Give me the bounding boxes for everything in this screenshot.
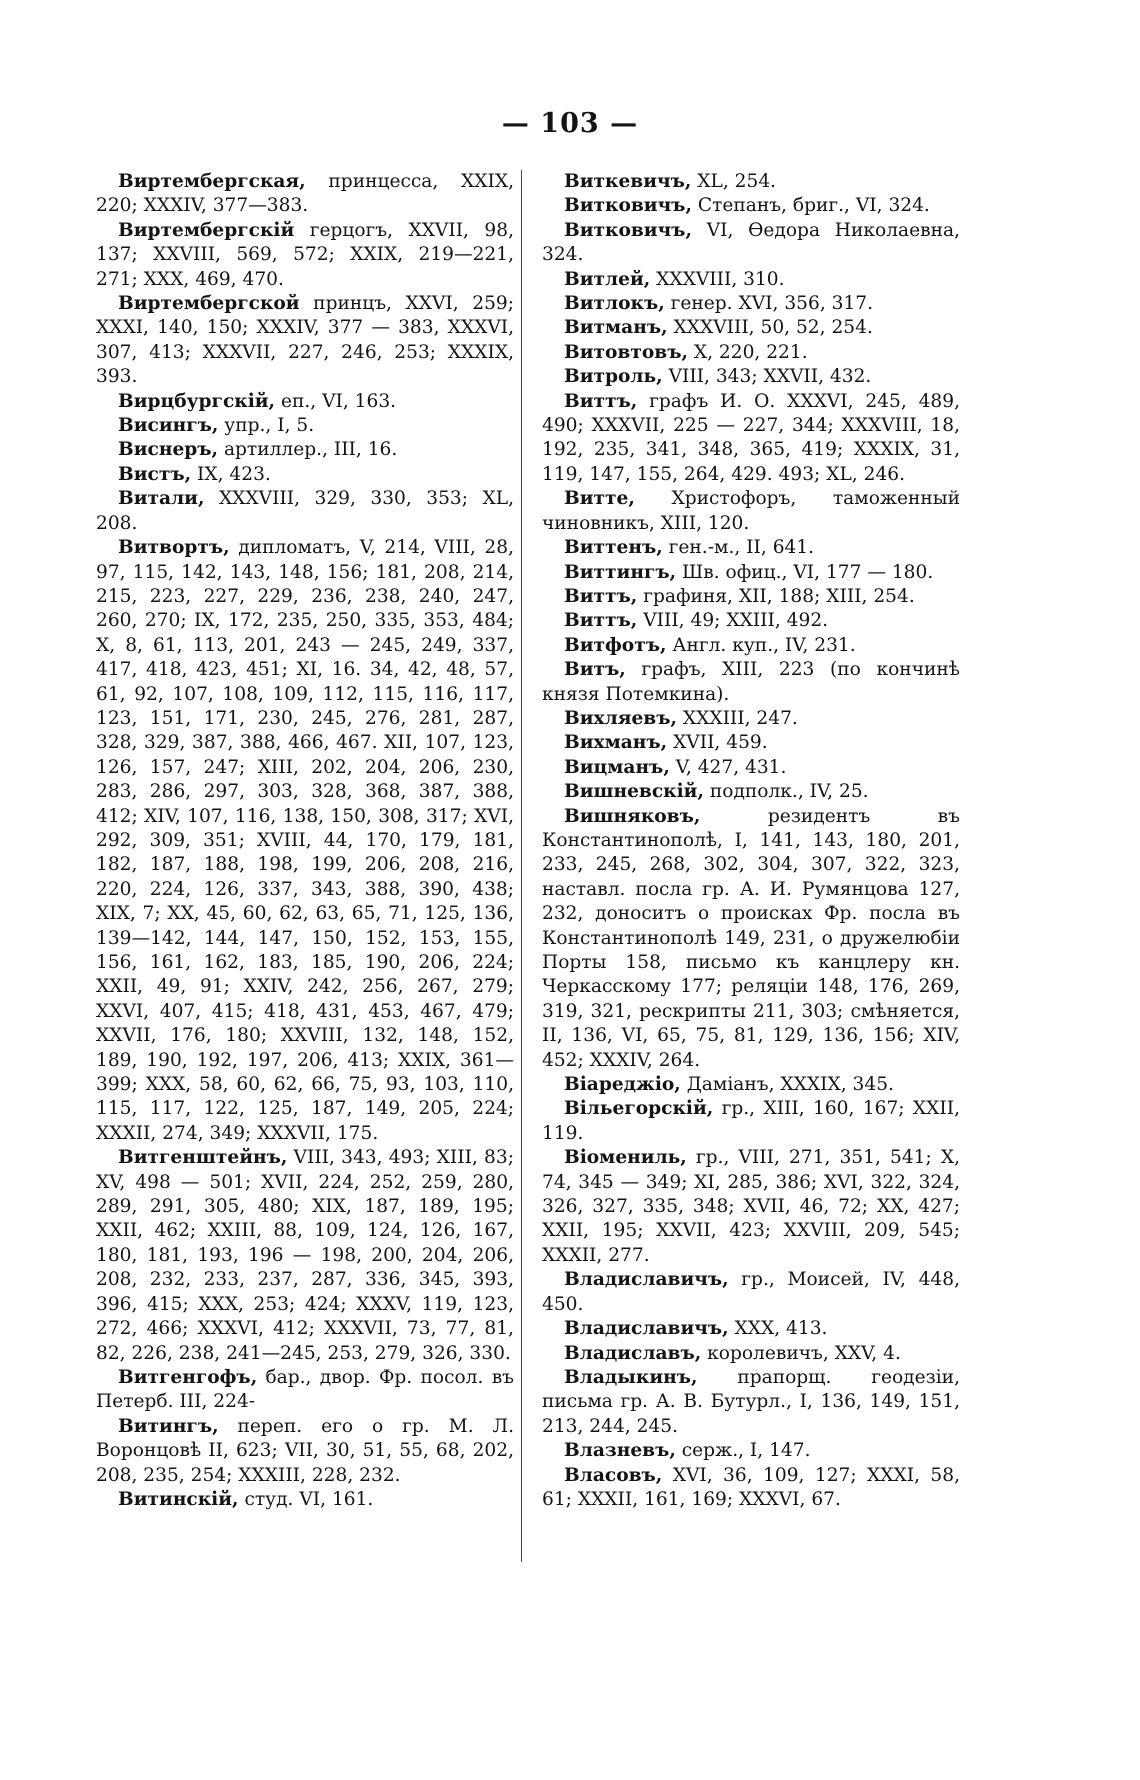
left-column <box>96 170 514 1512</box>
index-entry <box>542 1342 960 1366</box>
index-entry <box>542 268 960 292</box>
index-entry <box>542 1464 960 1513</box>
index-entry <box>542 316 960 340</box>
entry-references: серж., I, 147. <box>681 1440 811 1462</box>
index-entry <box>542 1146 960 1268</box>
entry-references: бар., двор. Фр. посол. въ Петерб. III, 224- <box>96 1366 514 1413</box>
index-entry <box>96 170 514 219</box>
entry-references: герцогъ, XXVII, 98, 137; XXVIII, 569, 572; XXIX, 219—221, 271; XXX, 469, 470. <box>96 219 514 290</box>
index-entry <box>542 609 960 633</box>
entry-heading: Виттенъ, <box>564 537 663 559</box>
index-entry <box>542 658 960 707</box>
entry-references: артиллер., III, 16. <box>223 439 398 461</box>
entry-references: резидентъ въ Константинополѣ, I, 141, 143, 180, 201, 233, 245, 268, 302, 304, 307, 322, 323, наставл. посла гр. А. И. Румянцова 127, 232, доноситъ о происках Фр. посла въ Константинополѣ 149, 231, о дружелюбіи Порты 158, письмо къ канцлеру кн. Черкасскому 177; реляціи 148, 176, 269, 319, 321, рескрипты 211, 303; смѣняется, II, 136, VI, 65, 75, 81, 129, 136, 156; XIV, 452; XXXIV, 264. <box>542 805 960 1071</box>
entry-heading: Вільегорскій, <box>564 1098 714 1120</box>
entry-references: V, 427, 431. <box>675 756 787 778</box>
entry-heading: Виртембергская, <box>118 171 306 192</box>
entry-heading: Влазневъ, <box>564 1440 676 1462</box>
entry-heading: Витовтовъ, <box>564 341 688 363</box>
entry-heading: Витинскій, <box>118 1488 239 1510</box>
entry-heading: Виттъ, <box>564 585 638 607</box>
entry-references: VIII, 343, 493; XIII, 83; XV, 498 — 501; XVII, 224, 252, 259, 280, 289, 291, 305, 480; XIX, 187, 189, 195; XXII, 462; XXIII, 88, 109, 124, 126, 167, 180, 181, 193, 196 — 198, 200, 204, 206, 208, 232, 233, 237, 287, 336, 345, 393, 396, 415; XXX, 253; 424; XXXV, 119, 123, 272, 466; XXXVI, 412; XXXVII, 73, 77, 81, 82, 226, 238, 241—245, 253, 279, 326, 330. <box>96 1147 514 1364</box>
column-divider <box>521 170 522 1562</box>
entry-heading: Витали, <box>118 488 205 510</box>
entry-references: VIII, 49; XXIII, 492. <box>643 610 829 632</box>
entry-heading: Виртембергскій <box>118 219 295 241</box>
entry-heading: Виртембергской <box>118 293 300 315</box>
entry-references: XXXVIII, 329, 330, 353; XL, 208. <box>96 488 514 534</box>
entry-references: XL, 254. <box>697 171 777 192</box>
index-entry <box>96 414 514 438</box>
entry-references: VI, Ѳедора Николаевна, 324. <box>542 219 960 266</box>
entry-references: еп., VI, 163. <box>280 390 397 412</box>
entry-heading: Вишняковъ, <box>564 805 701 827</box>
entry-heading: Витманъ, <box>564 317 668 339</box>
index-entry <box>542 292 960 316</box>
entry-references: XVII, 459. <box>673 732 768 754</box>
entry-heading: Вишневскій, <box>564 781 704 803</box>
index-entry <box>542 561 960 585</box>
index-entry <box>542 341 960 365</box>
entry-heading: Виттъ, <box>564 610 638 632</box>
index-entry <box>542 585 960 609</box>
entry-references: Христофоръ, таможенный чиновникъ, XIII, 120. <box>542 488 960 534</box>
entry-references: графъ, XIII, 223 (по кончинѣ князя Потемкина). <box>542 659 960 705</box>
index-entry <box>96 390 514 414</box>
entry-heading: Віареджіо, <box>564 1074 681 1096</box>
entry-references: XVI, 36, 109, 127; XXXI, 58, 61; XXXII, 161, 169; XXXVI, 67. <box>542 1464 961 1510</box>
entry-heading: Владиславичъ, <box>564 1269 729 1291</box>
entry-references: XXX, 413. <box>734 1318 828 1340</box>
entry-references: генер. XVI, 356, 317. <box>670 293 874 315</box>
index-entry <box>96 1366 514 1415</box>
index-entry <box>542 1366 960 1439</box>
entry-heading: Витлокъ, <box>564 293 665 315</box>
entry-heading: Віомениль, <box>564 1147 687 1169</box>
entry-references: принцъ, XXVI, 259; XXXI, 140, 150; XXXIV, 377 — 383, XXXVI, 307, 413; XXXVII, 227, 246, 253; XXXIX, 393. <box>96 293 514 388</box>
entry-heading: Витковичъ, <box>564 219 692 241</box>
index-entry <box>542 536 960 560</box>
entry-references: Даміанъ, XXXIX, 345. <box>686 1074 894 1096</box>
entry-heading: Вирцбургскій, <box>118 390 276 412</box>
entry-heading: Владыкинъ, <box>564 1366 698 1388</box>
entry-heading: Витроль, <box>564 366 663 388</box>
index-entry <box>96 1488 514 1512</box>
index-entry <box>542 731 960 755</box>
entry-references: прапорщ. геодезіи, письма гр. А. В. Бутурл., I, 136, 149, 151, 213, 244, 245. <box>542 1366 960 1437</box>
entry-references: графиня, XII, 188; XIII, 254. <box>643 585 915 607</box>
entry-heading: Витте, <box>564 488 635 510</box>
page-number: — 103 — <box>501 108 639 139</box>
entry-heading: Витвортъ, <box>118 537 230 559</box>
entry-references: ген.-м., II, 641. <box>668 537 815 559</box>
entry-heading: Витковичъ, <box>564 195 692 217</box>
entry-references: XXXIII, 247. <box>682 707 798 729</box>
index-entry <box>96 438 514 462</box>
index-entry <box>542 194 960 218</box>
entry-references: дипломатъ, V, 214, VIII, 28, 97, 115, 142, 143, 148, 156; 181, 208, 214, 215, 223, 227, 229, 236, 238, 240, 247, 260, 270; IX, 172, 235, 250, 335, 353, 484; X, 8, 61, 113, 201, 243 — 245, 249, 337, 417, 418, 423, 451; XI, 16. 34, 42, 48, 57, 61, 92, 107, 108, 109, 112, 115, 116, 117, 123, 151, 171, 230, 245, 276, 281, 287, 328, 329, 387, 388, 466, 467. XII, 107, 123, 126, 157, 247; XIII, 202, 204, 206, 230, 283, 286, 297, 303, 328, 368, 387, 388, 412; XIV, 107, 116, 138, 150, 308, 317; XVI, 292, 309, 351; XVIII, 44, 170, 179, 181, 182, 187, 188, 198, 199, 206, 208, 216, 220, 224, 126, 337, 343, 388, 390, 438; XIX, 7; XX, 45, 60, 62, 63, 65, 71, 125, 136, 139—142, 144, 147, 150, 152, 153, 155, 156, 161, 162, 183, 185, 190, 206, 224; XXII, 49, 91; XXIV, 242, 256, 267, 279; XXVI, 407, 415; 418, 431, 453, 467, 479; XXVII, 176, 180; XXVIII, 132, 148, 152, 189, 190, 192, 197, 206, 413; XXIX, 361—399; XXX, 58, 60, 62, 66, 75, 93, 103, 110, 115, 117, 122, 125, 187, 149, 205, 224; XXXII, 274, 349; XXXVII, 175. <box>96 537 514 1144</box>
entry-references: графъ И. О. XXXVI, 245, 489, 490; XXXVII, 225 — 227, 344; XXXVIII, 18, 192, 235, 341, 348, 365, 419; XXXIX, 31, 119, 147, 155, 264, 429. 493; XL, 246. <box>542 390 960 485</box>
entry-heading: Власовъ, <box>564 1464 663 1486</box>
entry-references: Англ. куп., IV, 231. <box>672 634 856 656</box>
index-entry <box>542 707 960 731</box>
index-entry <box>542 487 960 536</box>
index-entry <box>96 1146 514 1366</box>
entry-heading: Витфотъ, <box>564 634 667 656</box>
index-entry <box>542 1097 960 1146</box>
index-entry <box>96 292 514 390</box>
entry-heading: Виснеръ, <box>118 439 219 461</box>
index-entry <box>542 1317 960 1341</box>
entry-references: гр., VIII, 271, 351, 541; X, 74, 345 — 349; XI, 285, 386; XVI, 322, 324, 326, 327, 335, 348; XVII, 46, 72; XX, 427; XXII, 195; XXVII, 423; XXVIII, 209, 545; XXXII, 277. <box>542 1147 961 1266</box>
entry-references: гр., XIII, 160, 167; XXII, 119. <box>542 1098 960 1144</box>
entry-heading: Виттъ, <box>564 390 638 412</box>
entry-references: XXXVIII, 310. <box>656 268 785 290</box>
index-entry <box>542 805 960 1073</box>
entry-references: XXXVIII, 50, 52, 254. <box>673 317 873 339</box>
entry-heading: Вистъ, <box>118 463 192 485</box>
index-entry <box>542 756 960 780</box>
entry-heading: Владиславъ, <box>564 1342 702 1364</box>
entry-heading: Витгенгофъ, <box>118 1366 258 1388</box>
index-entry <box>96 219 514 292</box>
index-entry <box>542 170 960 194</box>
entry-heading: Витъ, <box>564 659 626 681</box>
entry-references: Шв. офиц., VI, 177 — 180. <box>682 561 934 583</box>
entry-references: принцесса, XXIX, 220; XXXIV, 377—383. <box>96 171 514 217</box>
index-entry <box>542 1073 960 1097</box>
entry-heading: Витингъ, <box>118 1415 219 1437</box>
index-entry <box>542 780 960 804</box>
index-entry <box>96 1415 514 1488</box>
entry-references: VIII, 343; XXVII, 432. <box>668 366 872 388</box>
index-entry <box>542 390 960 488</box>
entry-heading: Виткевичъ, <box>564 171 692 192</box>
entry-references: студ. VI, 161. <box>244 1488 374 1510</box>
entry-heading: Вихляевъ, <box>564 707 677 729</box>
entry-references: Степанъ, бриг., VI, 324. <box>697 195 930 217</box>
entry-heading: Вихманъ, <box>564 732 668 754</box>
entry-references: переп. его о гр. М. Л. Воронцовѣ II, 623; VII, 30, 51, 55, 68, 202, 208, 235, 254; XXXIII, 228, 232. <box>96 1415 514 1486</box>
entry-heading: Витлей, <box>564 268 651 290</box>
index-entry <box>542 634 960 658</box>
entry-references: упр., I, 5. <box>224 415 315 437</box>
entry-heading: Виттингъ, <box>564 561 677 583</box>
index-entry <box>96 463 514 487</box>
entry-heading: Витгенштейнъ, <box>118 1147 288 1169</box>
entry-heading: Висингъ, <box>118 415 219 437</box>
entry-heading: Вицманъ, <box>564 756 670 778</box>
right-column <box>542 170 960 1512</box>
entry-references: IX, 423. <box>197 463 271 485</box>
entry-references: X, 220, 221. <box>693 341 808 363</box>
index-entry <box>542 1268 960 1317</box>
entry-references: подполк., IV, 25. <box>709 781 869 803</box>
entry-references: королевичъ, XXV, 4. <box>707 1342 901 1364</box>
entry-references: гр., Моисей, IV, 448, 450. <box>542 1269 961 1315</box>
entry-heading: Владиславичъ, <box>564 1318 729 1340</box>
index-entry <box>542 219 960 268</box>
index-entry <box>542 1439 960 1463</box>
index-entry <box>96 536 514 1146</box>
index-entry <box>542 365 960 389</box>
index-entry <box>96 487 514 536</box>
